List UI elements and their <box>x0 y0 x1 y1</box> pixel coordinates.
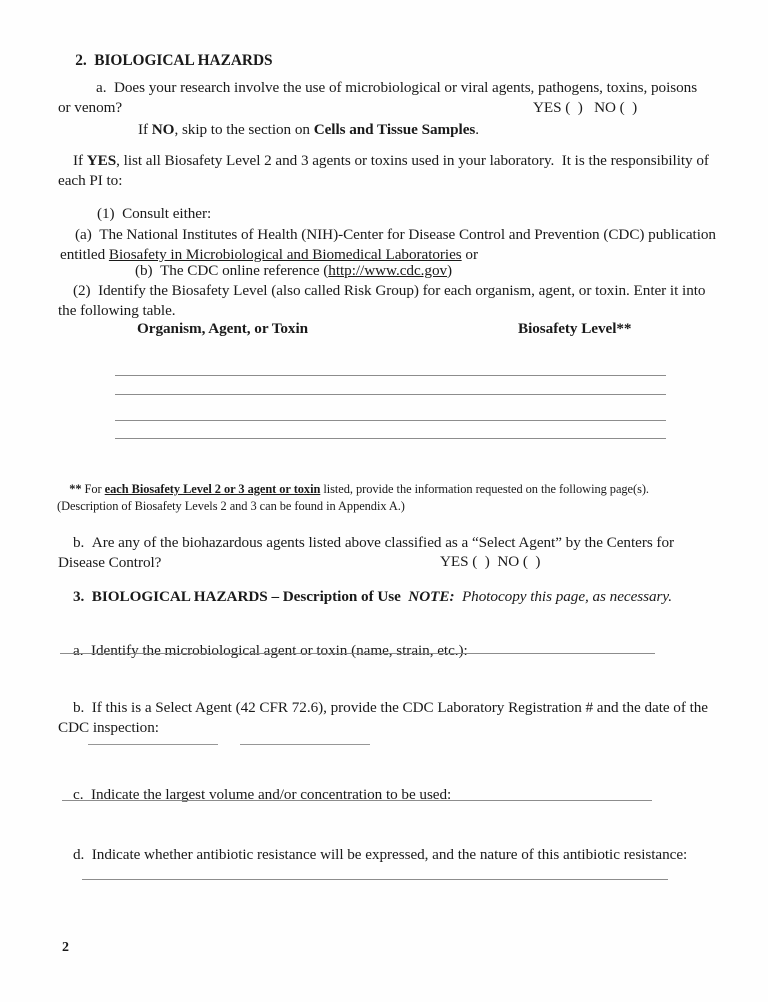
bmbl-publication-title: Biosafety in Microbiological and Biomedical Laboratories <box>108 246 462 263</box>
item-b-no-label: NO <box>497 552 520 570</box>
section-3-item-a <box>58 620 713 682</box>
s3-item-b-registration-line[interactable] <box>88 744 218 745</box>
footnote-marker: ** <box>69 482 82 496</box>
if-no-keyword: NO <box>151 120 175 138</box>
sub-a-text-part2: or <box>461 246 478 263</box>
item-a-label: a. <box>96 78 107 96</box>
item-a-text: Does your research involve the use of microbiological or viral agents, pathogens, toxins, poisons or venom? <box>58 78 701 116</box>
sub-b-marker: (b) <box>135 261 153 279</box>
sub-a-marker: (a) <box>75 225 92 243</box>
consult-text: Consult either: <box>122 204 212 222</box>
footnote-lead: For <box>81 482 105 496</box>
if-no-prefix: If <box>138 120 152 138</box>
item-a-no-label: NO <box>594 98 616 116</box>
section-2-title: BIOLOGICAL HAZARDS <box>94 51 273 69</box>
s3-item-c-text: Indicate the largest volume and/or concentration to be used: <box>90 785 452 803</box>
section-3-item-d <box>58 824 716 886</box>
item-b-no-checkbox[interactable]: ( ) <box>522 552 541 570</box>
item-b-text: Are any of the biohazardous agents listed above classified as a “Select Agent” by the Centers for Disease Control? <box>58 533 678 571</box>
sub-a-text-part1: The National Institutes of Health (NIH)-Center for Disease Control and Prevention (CDC) publication entitled <box>60 225 720 263</box>
item-b-yes-label: YES <box>440 552 469 570</box>
table-blank-row-1[interactable] <box>115 375 666 376</box>
s3-item-a-text: Identify the microbiological agent or toxin (name, strain, etc.): <box>90 641 468 659</box>
s3-item-d-label: d. <box>73 845 85 863</box>
if-no-middle: , skip to the section on <box>174 120 314 138</box>
cdc-website-link[interactable]: http://www.cdc.gov <box>328 261 448 279</box>
item-a-yes-checkbox[interactable]: ( ) <box>565 98 583 116</box>
s3-item-d-answer-line[interactable] <box>82 879 668 880</box>
cells-tissue-samples-reference: Cells and Tissue Samples <box>313 120 476 138</box>
s3-item-d-text: Indicate whether antibiotic resistance will be expressed, and the nature of this antibiotic resistance: <box>91 845 688 863</box>
item2-marker: (2) <box>73 281 91 299</box>
item2-text: Identify the Biosafety Level (also called Risk Group) for each organism, agent, or toxin. Enter it into the following table. <box>58 281 710 319</box>
item-b-yes-checkbox[interactable]: ( ) <box>472 552 490 570</box>
if-yes-keyword: YES <box>86 151 117 169</box>
consult-marker: (1) <box>97 204 115 222</box>
item-a-no-checkbox[interactable]: ( ) <box>619 98 638 116</box>
table-column-header-biosafety-level: Biosafety Level** <box>518 320 632 337</box>
section-3-heading <box>58 566 708 628</box>
table-column-header-organism: Organism, Agent, or Toxin <box>137 320 309 337</box>
footnote-emphasis: each Biosafety Level 2 or 3 agent or toxin <box>104 482 321 496</box>
section-3-note-label: NOTE: <box>408 587 455 605</box>
s3-item-c-label: c. <box>73 785 84 803</box>
section-3-item-b <box>58 677 716 759</box>
item-b-label: b. <box>73 533 85 551</box>
page-number: 2 <box>62 940 69 955</box>
sub-b-text-part1: The CDC online reference ( <box>160 261 329 279</box>
section-3-item-c <box>58 764 713 826</box>
item-a-yes-label: YES <box>533 98 562 116</box>
if-yes-prefix: If <box>73 151 87 169</box>
if-no-end: . <box>475 120 479 138</box>
sub-b-text-part2: ) <box>447 261 453 279</box>
s3-item-b-label: b. <box>73 698 85 716</box>
s3-item-a-label: a. <box>73 641 84 659</box>
section-2-number: 2. <box>75 51 87 69</box>
if-yes-rest: , list all Biosafety Level 2 and 3 agents or toxins used in your laboratory. It is the responsibility of each PI to: <box>58 151 713 189</box>
s3-item-a-answer-line[interactable] <box>60 653 655 654</box>
table-blank-row-4[interactable] <box>115 438 666 439</box>
table-blank-row-3[interactable] <box>115 420 666 421</box>
section-3-number: 3. <box>73 587 85 605</box>
s3-item-b-text: If this is a Select Agent (42 CFR 72.6), provide the CDC Laboratory Registration # and the date of the CDC inspection: <box>58 698 712 736</box>
s3-item-c-answer-line[interactable] <box>62 800 652 801</box>
section-3-title: BIOLOGICAL HAZARDS – Description of Use <box>91 587 401 605</box>
footnote-rest: listed, provide the information requested on the following page(s). (Description of Biosafety Levels 2 and 3 can be found in Appendix A.) <box>57 482 653 513</box>
s3-item-b-date-line[interactable] <box>240 744 370 745</box>
table-blank-row-2[interactable] <box>115 394 666 395</box>
section-3-note-text: Photocopy this page, as necessary. <box>461 587 672 605</box>
